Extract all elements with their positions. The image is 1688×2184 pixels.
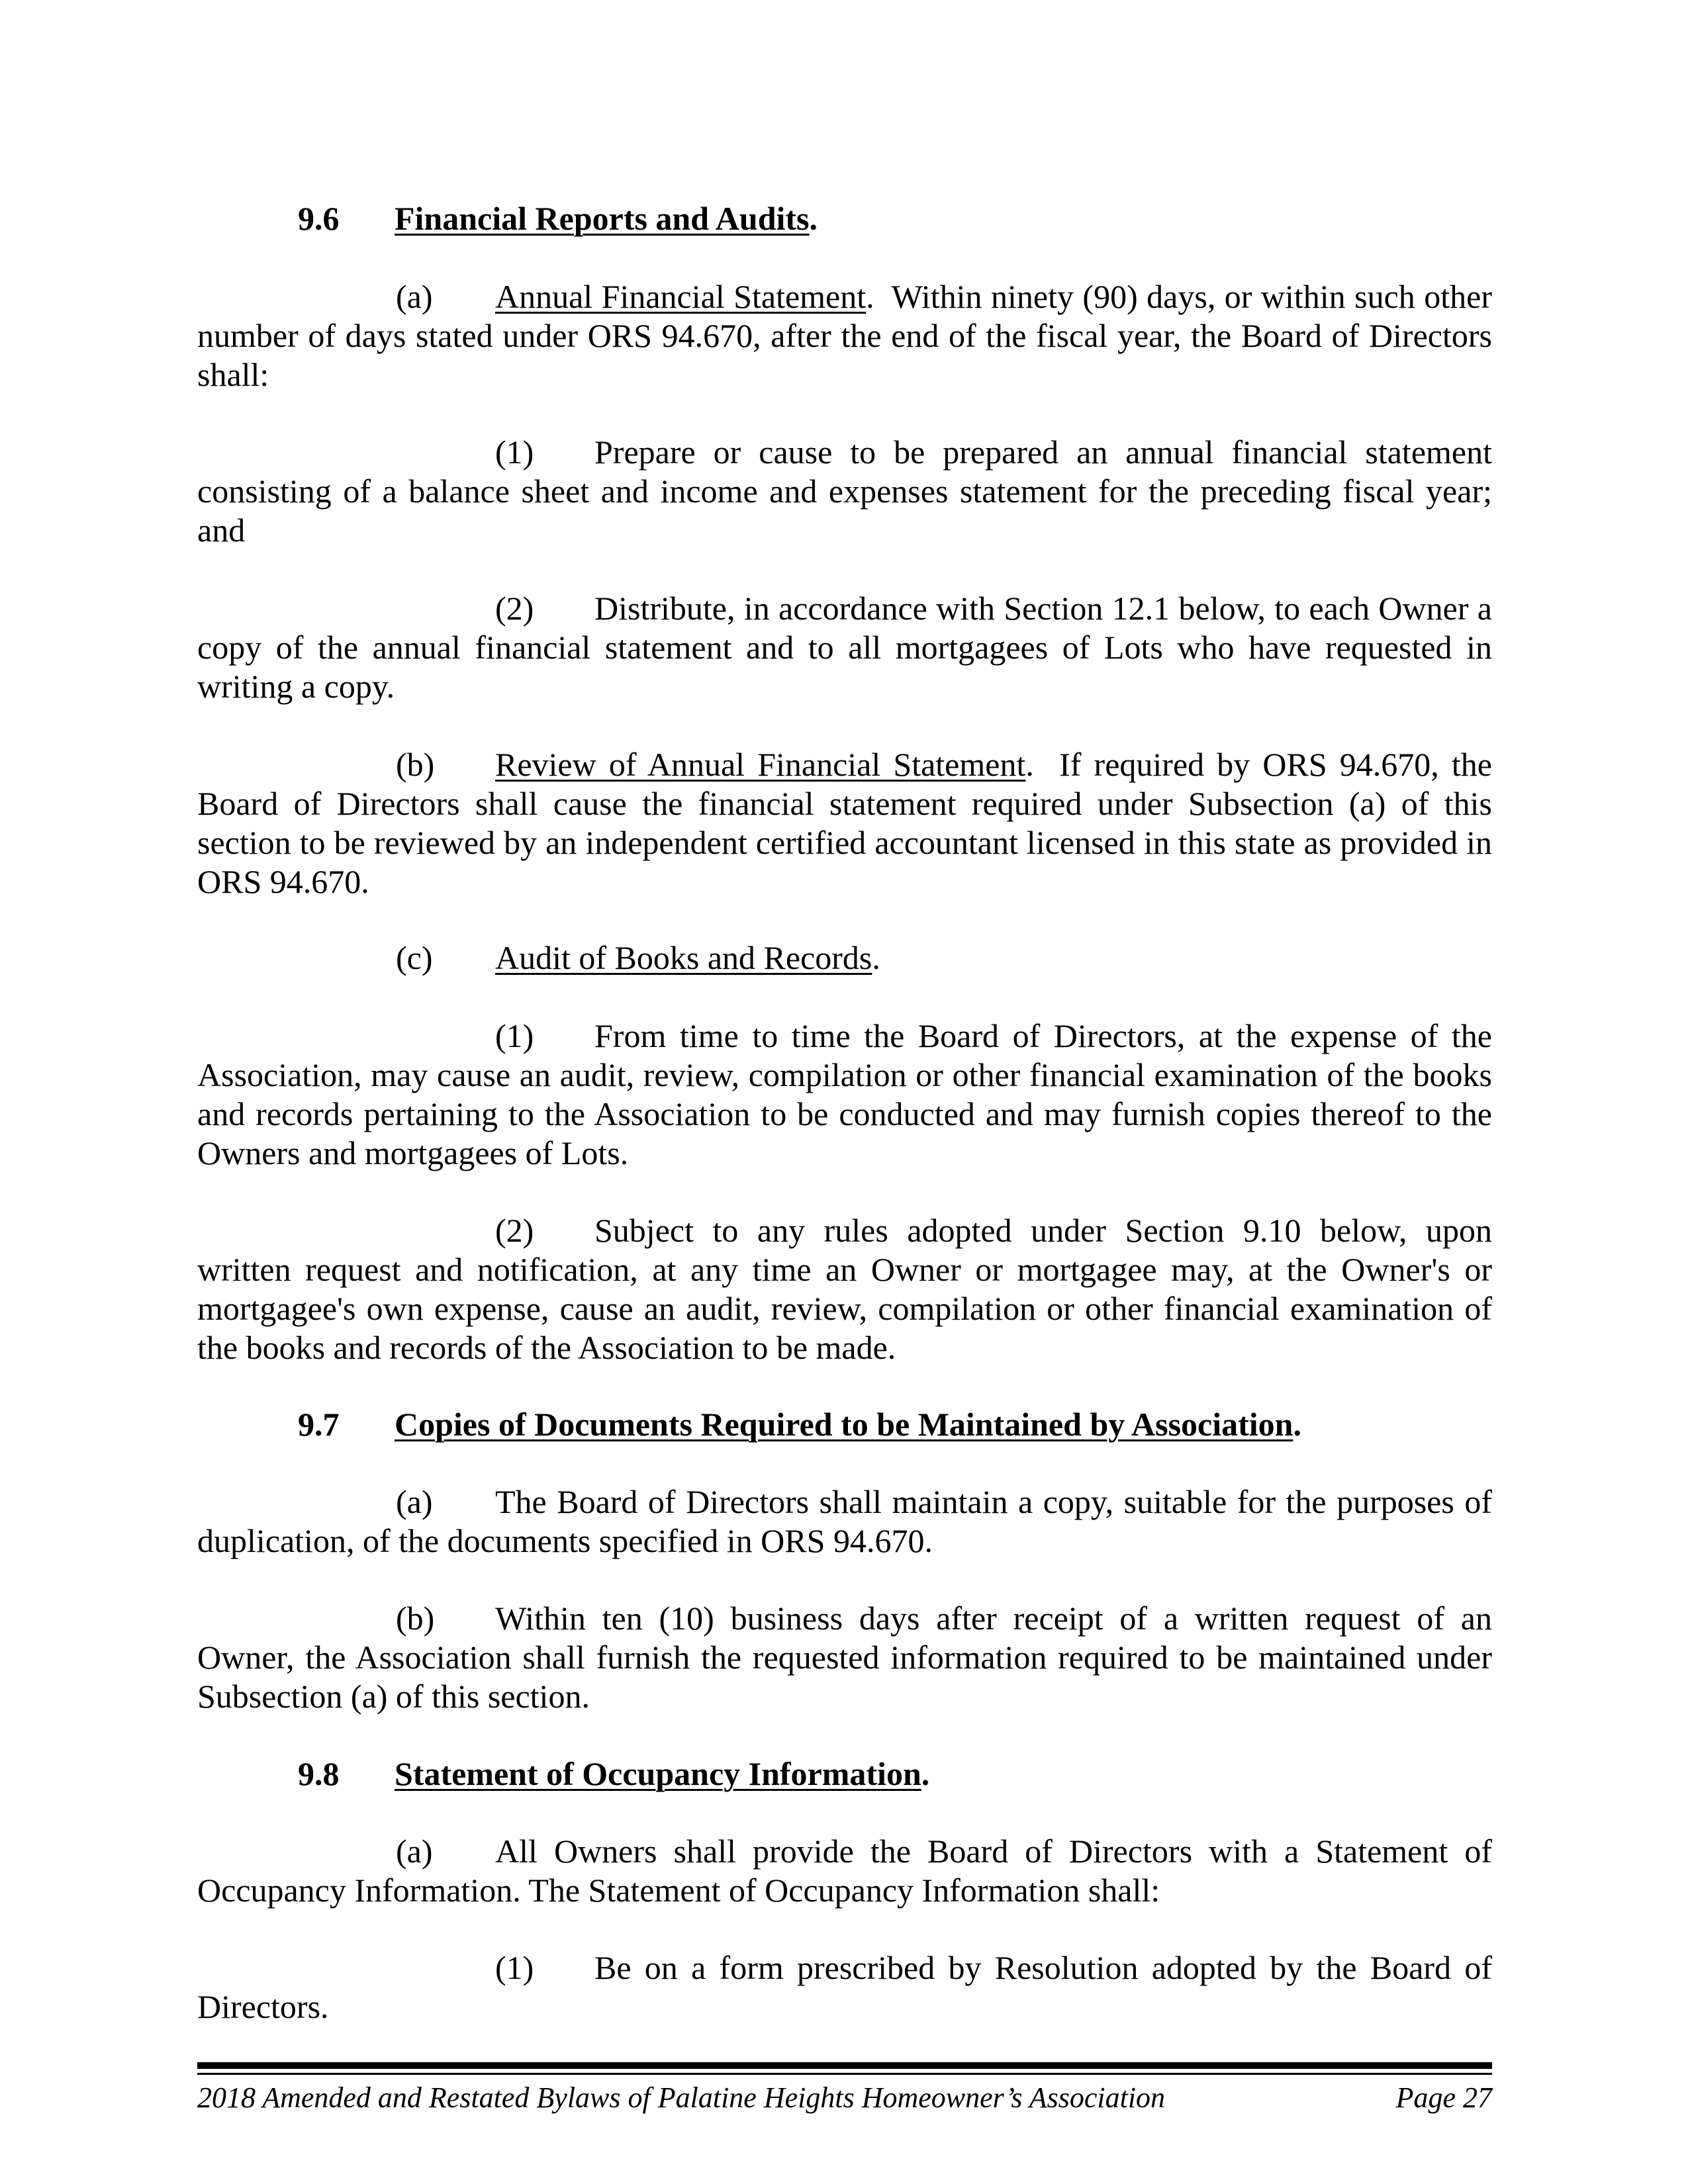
section-9-6-number: 9.6 xyxy=(298,200,340,237)
section-9-6-a: (a) Annual Financial Statement. Within ninety (90) days, or within such other number of days stated under ORS 94.670, after the end of the fiscal year, the Board of Directors shall: xyxy=(197,278,1492,393)
section-9-7-b-label: (b) xyxy=(396,1600,435,1637)
section-9-6-b-text: If required by ORS 94.670, the Board of Directors shall cause the financial statement required under Subsection (a) of this section to be reviewed by an independent certified accountant licensed in this state as provided in ORS 94.670. xyxy=(197,746,1492,900)
section-9-6-c-1-text: From time to time the Board of Directors, at the expense of the Association, may cause an audit, review, compilation or other financial examination of the books and records pertaining to the Association to be conducted and may furnish copies thereof to the Owners and mortgagees of Lots. xyxy=(197,1017,1492,1171)
section-9-6-a-2 xyxy=(197,589,1492,706)
section-9-6-c-label: (c) xyxy=(396,939,433,976)
section-9-8-title: Statement of Occupancy Information xyxy=(395,1755,921,1792)
footer-title: 2018 Amended and Restated Bylaws of Palatine Heights Homeowner’s Association xyxy=(197,2081,1166,2114)
section-9-8-a-text: All Owners shall provide the Board of Directors with a Statement of Occupancy Information. The Statement of Occupancy Information shall: xyxy=(197,1833,1492,1909)
section-9-6-a-1 xyxy=(197,433,1492,550)
section-9-6-c-2-label: (2) xyxy=(495,1212,534,1249)
section-9-7-heading: 9.7 Copies of Documents Required to be Maintained by Association. xyxy=(298,1406,1301,1443)
section-9-7-title: Copies of Documents Required to be Maintained by Association xyxy=(395,1406,1293,1443)
section-9-8-number: 9.8 xyxy=(298,1755,340,1792)
section-9-7-a-text: The Board of Directors shall maintain a copy, suitable for the purposes of duplication, of the documents specified in ORS 94.670. xyxy=(197,1483,1492,1559)
section-9-6-a-heading: Annual Financial Statement xyxy=(495,278,867,315)
section-9-7-number: 9.7 xyxy=(298,1406,340,1443)
section-9-8-a xyxy=(197,1832,1492,1910)
footer-rule-thick xyxy=(197,2062,1492,2069)
section-9-6-a-1-text: Prepare or cause to be prepared an annual financial statement consisting of a balance sheet and income and expenses statement for the preceding fiscal year; and xyxy=(197,433,1492,549)
section-9-6-title: Financial Reports and Audits xyxy=(395,200,810,237)
page-number: Page 27 xyxy=(1395,2081,1492,2114)
section-9-7-b xyxy=(197,1599,1492,1716)
section-9-6-c: (c) Audit of Books and Records. xyxy=(396,939,880,976)
section-9-6-c-2-text: Subject to any rules adopted under Section 9.10 below, upon written request and notification, at any time an Owner or mortgagee may, at the Owner's or mortgagee's own expense, cause an audit, review, compilation or other financial examination of the books and records of the Association to be made. xyxy=(197,1212,1492,1366)
section-9-6-a-2-text: Distribute, in accordance with Section 12.1 below, to each Owner a copy of the annual financial statement and to all mortgagees of Lots who have requested in writing a copy. xyxy=(197,590,1492,705)
section-9-6-c-heading: Audit of Books and Records xyxy=(495,939,872,976)
footer-rule-thin xyxy=(197,2073,1492,2075)
section-9-8-a-1-text: Be on a form prescribed by Resolution adopted by the Board of Directors. xyxy=(197,1949,1492,2025)
section-9-8-a-1 xyxy=(197,1948,1492,2026)
section-9-6-c-1 xyxy=(197,1017,1492,1173)
section-9-7-a xyxy=(197,1482,1492,1561)
section-9-6-b: (b) Review of Annual Financial Statement. If required by ORS 94.670, the Board of Directors shall cause the financial statement required under Subsection (a) of this section to be reviewed by an independent certified accountant licensed in this state as provided in ORS 94.670. xyxy=(197,746,1492,900)
section-9-7-a-label: (a) xyxy=(396,1483,433,1520)
section-9-8-heading: 9.8 Statement of Occupancy Information. xyxy=(298,1755,930,1792)
section-9-6-c-1-label: (1) xyxy=(495,1017,534,1054)
section-9-6-a-text: Within ninety (90) days, or within such other number of days stated under ORS 94.670, after the end of the fiscal year, the Board of Directors shall: xyxy=(197,278,1492,393)
section-9-8-a-label: (a) xyxy=(396,1833,433,1870)
section-9-6-b-heading: Review of Annual Financial Statement xyxy=(495,746,1026,783)
section-9-6-c-2 xyxy=(197,1211,1492,1367)
section-9-6-b-label: (b) xyxy=(396,746,435,783)
section-9-6-heading: 9.6 Financial Reports and Audits. xyxy=(298,200,818,237)
section-9-6-a-1-label: (1) xyxy=(495,433,534,471)
section-9-6-a-label: (a) xyxy=(396,278,433,315)
section-9-7-b-text: Within ten (10) business days after receipt of a written request of an Owner, the Association shall furnish the requested information required to be maintained under Subsection (a) of this section. xyxy=(197,1600,1492,1715)
section-9-8-a-1-label: (1) xyxy=(495,1949,534,1986)
section-9-6-a-2-label: (2) xyxy=(495,590,534,627)
